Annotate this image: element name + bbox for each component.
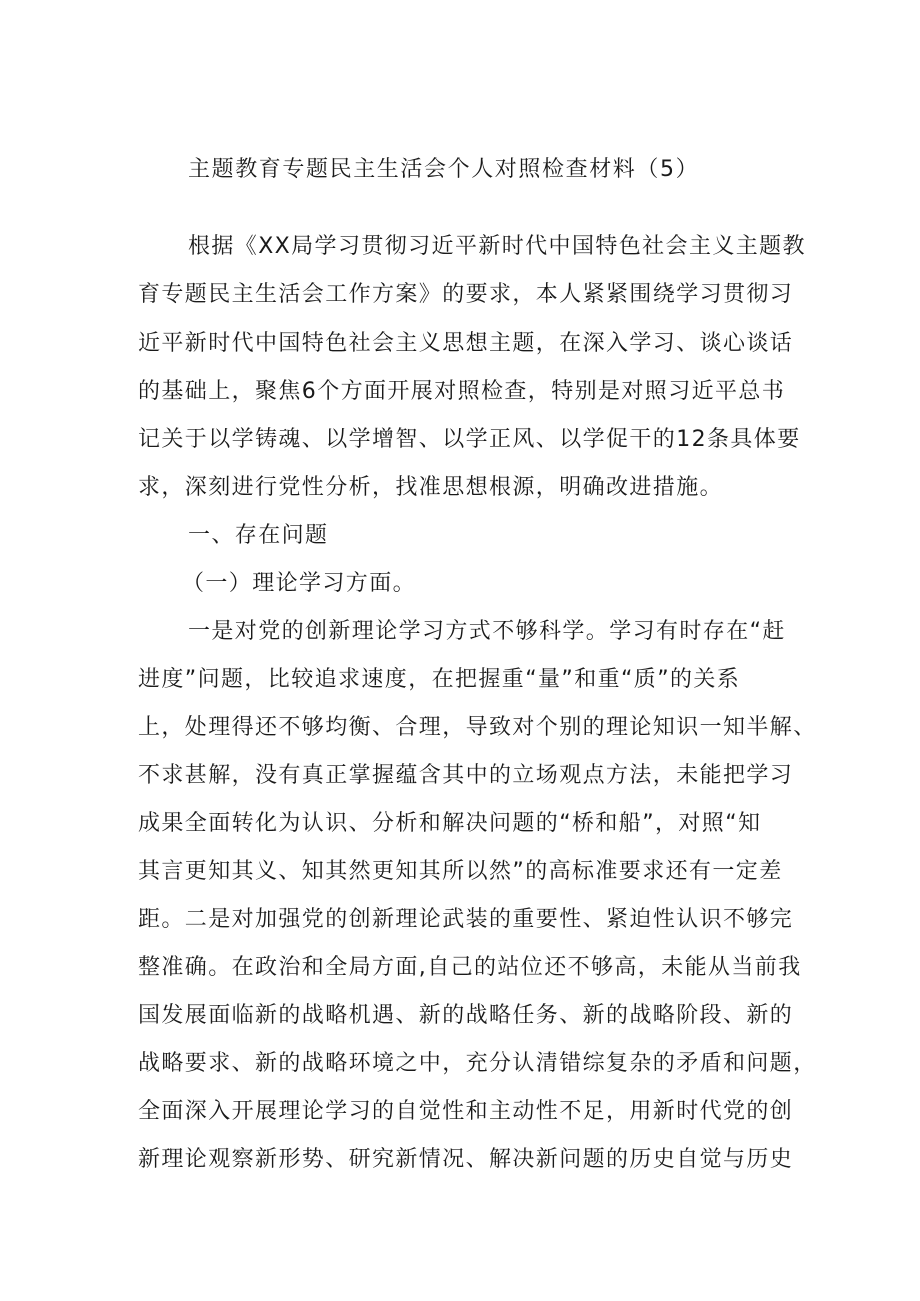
body-line: 不求甚解，没有真正掌握蕴含其中的立场观点方法，未能把学习: [138, 763, 794, 788]
subsection-heading: （一）理论学习方面。: [182, 571, 417, 596]
document-title: 主题教育专题民主生活会个人对照检查材料（5）: [188, 157, 700, 182]
body-line: 一是对党的创新理论学习方式不够科学。学习有时存在“赶: [188, 619, 786, 644]
body-line: 全面深入开展理论学习的自觉性和主动性不足，用新时代党的创: [138, 1099, 794, 1124]
intro-line: 记关于以学铸魂、以学增智、以学正风、以学促干的12条具体要: [138, 427, 801, 452]
intro-line: 的基础上，聚焦6个方面开展对照检查，特别是对照习近平总书: [138, 379, 786, 404]
body-line: 国发展面临新的战略机遇、新的战略任务、新的战略阶段、新的: [138, 1003, 794, 1028]
body-line: 距。二是对加强党的创新理论武装的重要性、紧迫性认识不够完: [138, 907, 794, 932]
intro-line: 育专题民主生活会工作方案》的要求，本人紧紧围绕学习贯彻习: [138, 282, 794, 307]
body-line: 进度”问题，比较追求速度，在把握重“量”和重“质”的关系: [138, 667, 741, 692]
intro-line: 求，深刻进行党性分析，找准思想根源，明确改进措施。: [138, 475, 724, 500]
section-heading: 一、存在问题: [188, 523, 329, 548]
intro-line: 根据《XX局学习贯彻习近平新时代中国特色社会主义主题教: [188, 234, 806, 259]
body-line: 上，处理得还不够均衡、合理，导致对个别的理论知识一知半解、: [138, 715, 817, 740]
body-line: 成果全面转化为认识、分析和解决问题的“桥和船”，对照“知: [138, 811, 762, 836]
body-line: 战略要求、新的战略环境之中，充分认清错综复杂的矛盾和问题，: [138, 1051, 817, 1076]
intro-line: 近平新时代中国特色社会主义思想主题，在深入学习、谈心谈话: [138, 331, 794, 356]
body-line: 整准确。在政治和全局方面,自己的站位还不够高，未能从当前我: [138, 955, 802, 980]
body-line: 新理论观察新形势、研究新情况、解决新问题的历史自觉与历史: [138, 1147, 794, 1172]
body-line: 其言更知其义、知其然更知其所以然”的高标准要求还有一定差: [138, 859, 783, 884]
